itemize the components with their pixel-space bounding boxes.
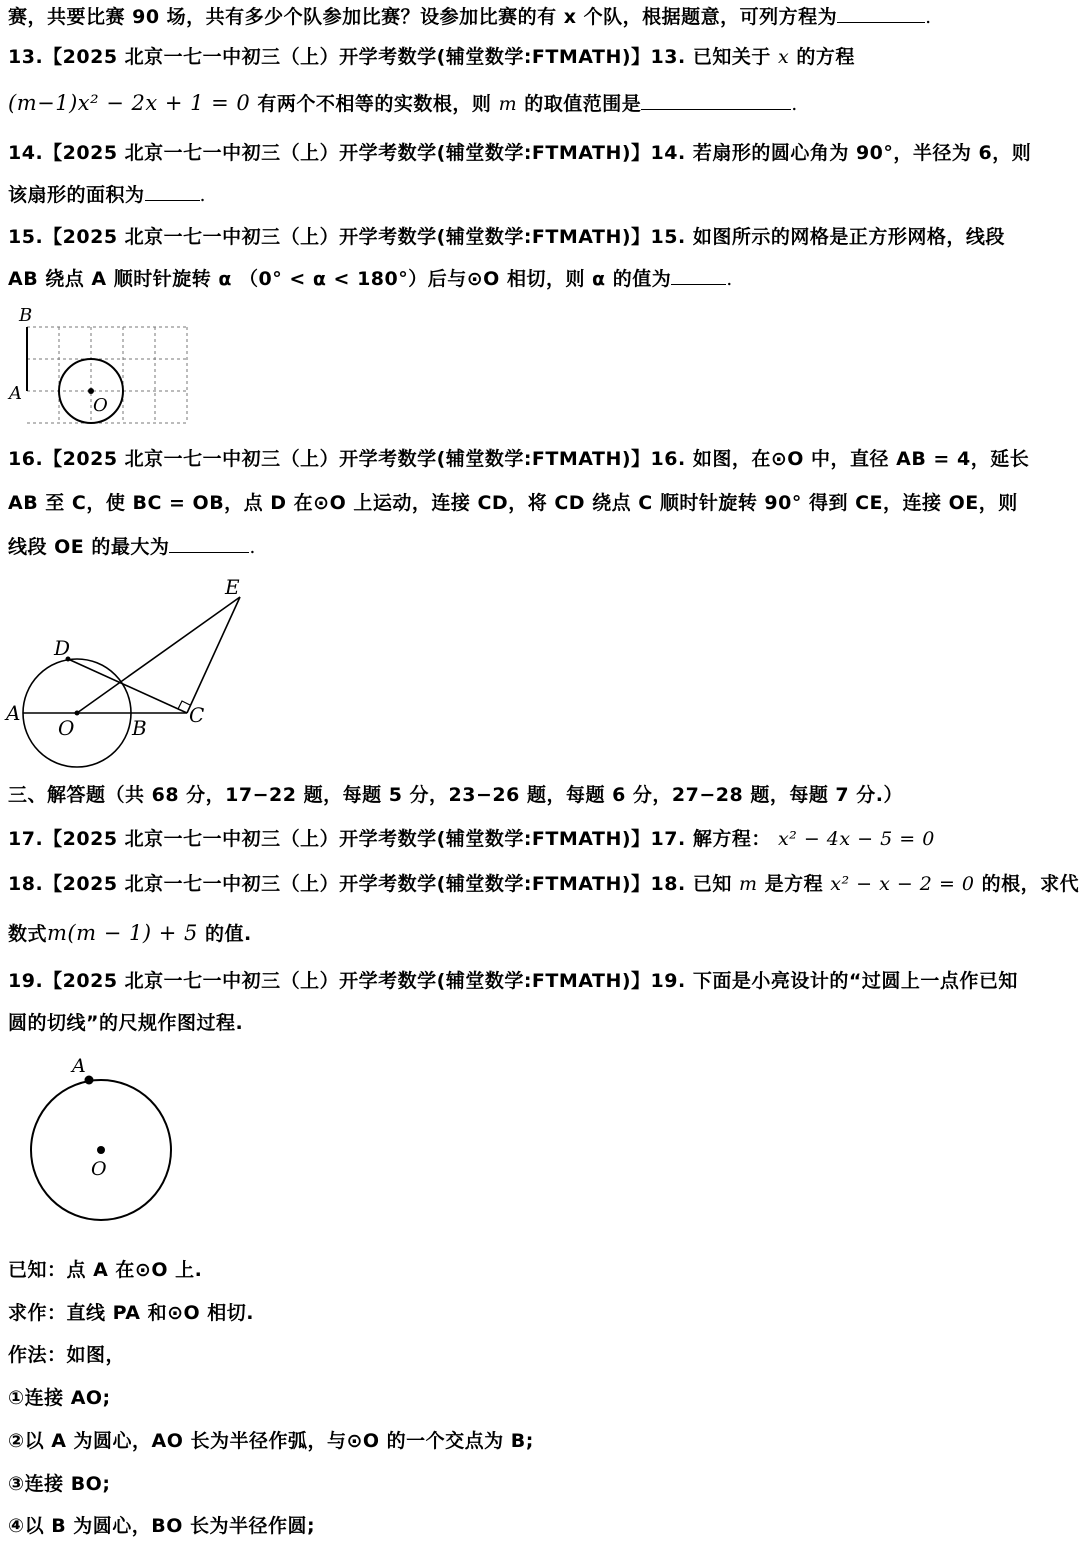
label-b: B — [132, 716, 147, 740]
segment-ce — [187, 597, 240, 713]
q17-equation: x² − 4x − 5 = 0 — [777, 828, 935, 850]
q18-expression: m(m − 1) + 5 — [47, 921, 198, 945]
q14-line-2: 该扇形的面积为 . — [8, 184, 207, 206]
label-o: O — [58, 716, 75, 740]
q15-line-2: AB 绕点 A 顺时针旋转 α （0° < α < 180°）后与⊙O 相切，则 α 的值为 . — [8, 268, 733, 290]
figure-19 — [20, 1052, 200, 1227]
label-o: O — [91, 1158, 107, 1180]
segment-oe — [77, 597, 240, 713]
step-1: ①连接 AO; — [8, 1387, 111, 1409]
q18-line-2: 数式m(m − 1) + 5 的值. — [8, 921, 252, 945]
answer-blank — [837, 4, 925, 23]
answer-blank — [671, 266, 726, 285]
point-o — [75, 711, 80, 716]
answer-blank — [145, 182, 200, 201]
given-line: 已知：点 A 在⊙O 上. — [8, 1259, 203, 1281]
q13-line-2: (m−1)x² − 2x + 1 = 0 有两个不相等的实数根，则 m 的取值范围是 . — [8, 91, 798, 115]
label-b: B — [19, 305, 33, 326]
q15-line-1: 15.【2025 北京一七一中初三（上）开学考数学(辅堂数学:FTMATH)】15. 如图所示的网格是正方形网格，线段 — [8, 226, 1005, 248]
step-4: ④以 B 为圆心，BO 长为半径作圆; — [8, 1515, 316, 1537]
method-line: 作法：如图， — [8, 1344, 126, 1366]
step-3: ③连接 BO; — [8, 1473, 111, 1495]
answer-blank — [641, 91, 791, 110]
label-e: E — [225, 575, 240, 599]
find-line: 求作：直线 PA 和⊙O 相切. — [8, 1302, 255, 1324]
label-d: D — [54, 636, 71, 660]
q12-line-end: 赛，共要比赛 90 场，共有多少个队参加比赛？设参加比赛的有 x 个队，根据题意，可列方程为 . — [8, 6, 932, 28]
figure-16 — [0, 572, 260, 752]
step-2: ②以 A 为圆心，AO 长为半径作弧，与⊙O 的一个交点为 B; — [8, 1430, 534, 1452]
label-o: O — [93, 395, 108, 416]
q16-line-1: 16.【2025 北京一七一中初三（上）开学考数学(辅堂数学:FTMATH)】16. 如图，在⊙O 中，直径 AB = 4，延长 — [8, 448, 1030, 470]
q13-line-1: 13.【2025 北京一七一中初三（上）开学考数学(辅堂数学:FTMATH)】13. 已知关于 x 的方程 — [8, 46, 855, 68]
q14-line-1: 14.【2025 北京一七一中初三（上）开学考数学(辅堂数学:FTMATH)】14. 若扇形的圆心角为 90°，半径为 6，则 — [8, 142, 1032, 164]
q13-equation: (m−1)x² − 2x + 1 = 0 — [8, 91, 251, 115]
center-o-dot — [97, 1146, 105, 1154]
point-a — [85, 1076, 94, 1085]
q17-line: 17.【2025 北京一七一中初三（上）开学考数学(辅堂数学:FTMATH)】17. 解方程： x² − 4x − 5 = 0 — [8, 828, 935, 850]
q19-line-2: 圆的切线”的尺规作图过程. — [8, 1012, 244, 1034]
segment-dc — [68, 659, 187, 713]
q18-equation: x² − x − 2 = 0 — [830, 873, 975, 895]
center-o-dot — [88, 388, 94, 394]
q16-line-2: AB 至 C，使 BC = OB，点 D 在⊙O 上运动，连接 CD，将 CD 绕点 C 顺时针旋转 90° 得到 CE，连接 OE，则 — [8, 492, 1018, 514]
label-a: A — [6, 701, 21, 725]
q18-line-1: 18.【2025 北京一七一中初三（上）开学考数学(辅堂数学:FTMATH)】18. 已知 m 是方程 x² − x − 2 = 0 的根，求代 — [8, 873, 1080, 895]
label-c: C — [189, 703, 205, 727]
label-a: A — [72, 1055, 86, 1077]
q16-line-3: 线段 OE 的最大为 . — [8, 536, 256, 558]
label-a: A — [9, 383, 22, 404]
q19-line-1: 19.【2025 北京一七一中初三（上）开学考数学(辅堂数学:FTMATH)】19. 下面是小亮设计的“过圆上一点作已知 — [8, 970, 1018, 992]
figure-15-grid — [5, 303, 195, 428]
section-3-header: 三、解答题（共 68 分，17−22 题，每题 5 分，23−26 题，每题 6 分，27−28 题，每题 7 分.） — [8, 784, 903, 806]
answer-blank — [169, 534, 249, 553]
